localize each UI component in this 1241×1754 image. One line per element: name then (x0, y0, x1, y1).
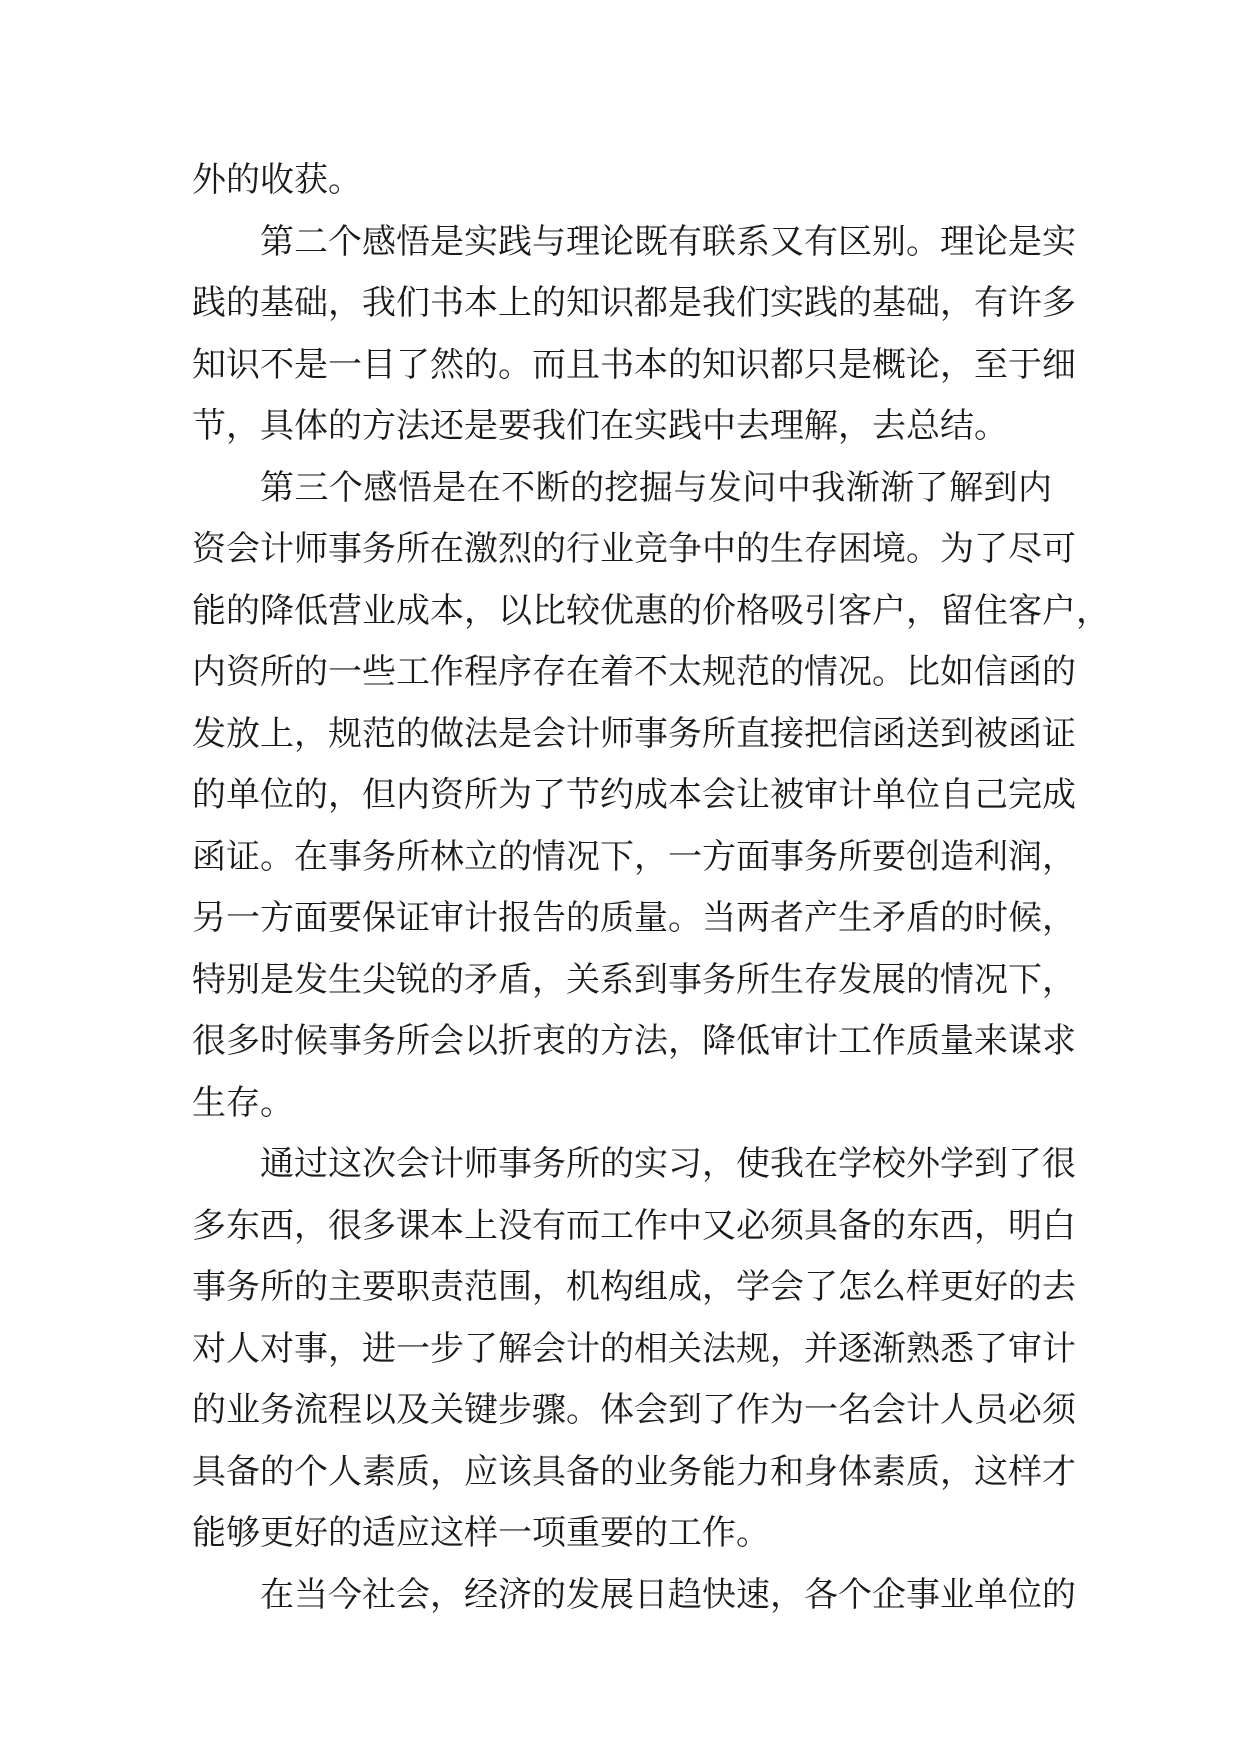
text-line: 的业务流程以及关键步骤。体会到了作为一名会计人员必须 (192, 1390, 1076, 1430)
text-line: 另一方面要保证审计报告的质量。当两者产生矛盾的时候， (192, 898, 1076, 938)
text-line: 外的收获。 (192, 160, 362, 200)
text-line: 函证。在事务所林立的情况下，一方面事务所要创造利润， (192, 836, 1076, 877)
paragraph-first-line: 第三个感悟是在不断的挖掘与发问中我渐渐了解到内 (260, 467, 1052, 508)
text-line: 很多时候事务所会以折衷的方法，降低审计工作质量来谋求 (192, 1021, 1076, 1061)
text-line: 资会计师事务所在激烈的行业竞争中的生存困境。为了尽可 (192, 529, 1076, 569)
text-line: 能的降低营业成本，以比较优惠的价格吸引客户，留住客户， (192, 590, 1110, 631)
text-line: 能够更好的适应这样一项重要的工作。 (192, 1513, 770, 1553)
text-line: 内资所的一些工作程序存在着不太规范的情况。比如信函的 (192, 652, 1076, 692)
text-line: 发放上，规范的做法是会计师事务所直接把信函送到被函证 (192, 713, 1076, 754)
text-line: 特别是发生尖锐的矛盾，关系到事务所生存发展的情况下， (192, 959, 1076, 1000)
paragraph-first-line: 在当今社会，经济的发展日趋快速，各个企事业单位的 (260, 1574, 1076, 1615)
paragraph-first-line: 第二个感悟是实践与理论既有联系又有区别。理论是实 (260, 221, 1076, 262)
text-line: 多东西，很多课本上没有而工作中又必须具备的东西，明白 (192, 1205, 1076, 1246)
text-line: 践的基础，我们书本上的知识都是我们实践的基础，有许多 (192, 283, 1076, 323)
text-line: 对人对事，进一步了解会计的相关法规，并逐渐熟悉了审计 (192, 1328, 1076, 1369)
body-text (192, 150, 1110, 1626)
paragraph-first-line: 通过这次会计师事务所的实习，使我在学校外学到了很 (260, 1144, 1076, 1184)
text-line: 具备的个人素质，应该具备的业务能力和身体素质，这样才 (192, 1451, 1076, 1492)
text-line: 的单位的，但内资所为了节约成本会让被审计单位自己完成 (192, 775, 1076, 815)
text-line: 事务所的主要职责范围，机构组成，学会了怎么样更好的去 (192, 1267, 1076, 1307)
text-line: 生存。 (192, 1082, 294, 1123)
text-line: 知识不是一目了然的。而且书本的知识都只是概论，至于细 (192, 344, 1076, 385)
text-line: 节，具体的方法还是要我们在实践中去理解，去总结。 (192, 406, 1008, 446)
